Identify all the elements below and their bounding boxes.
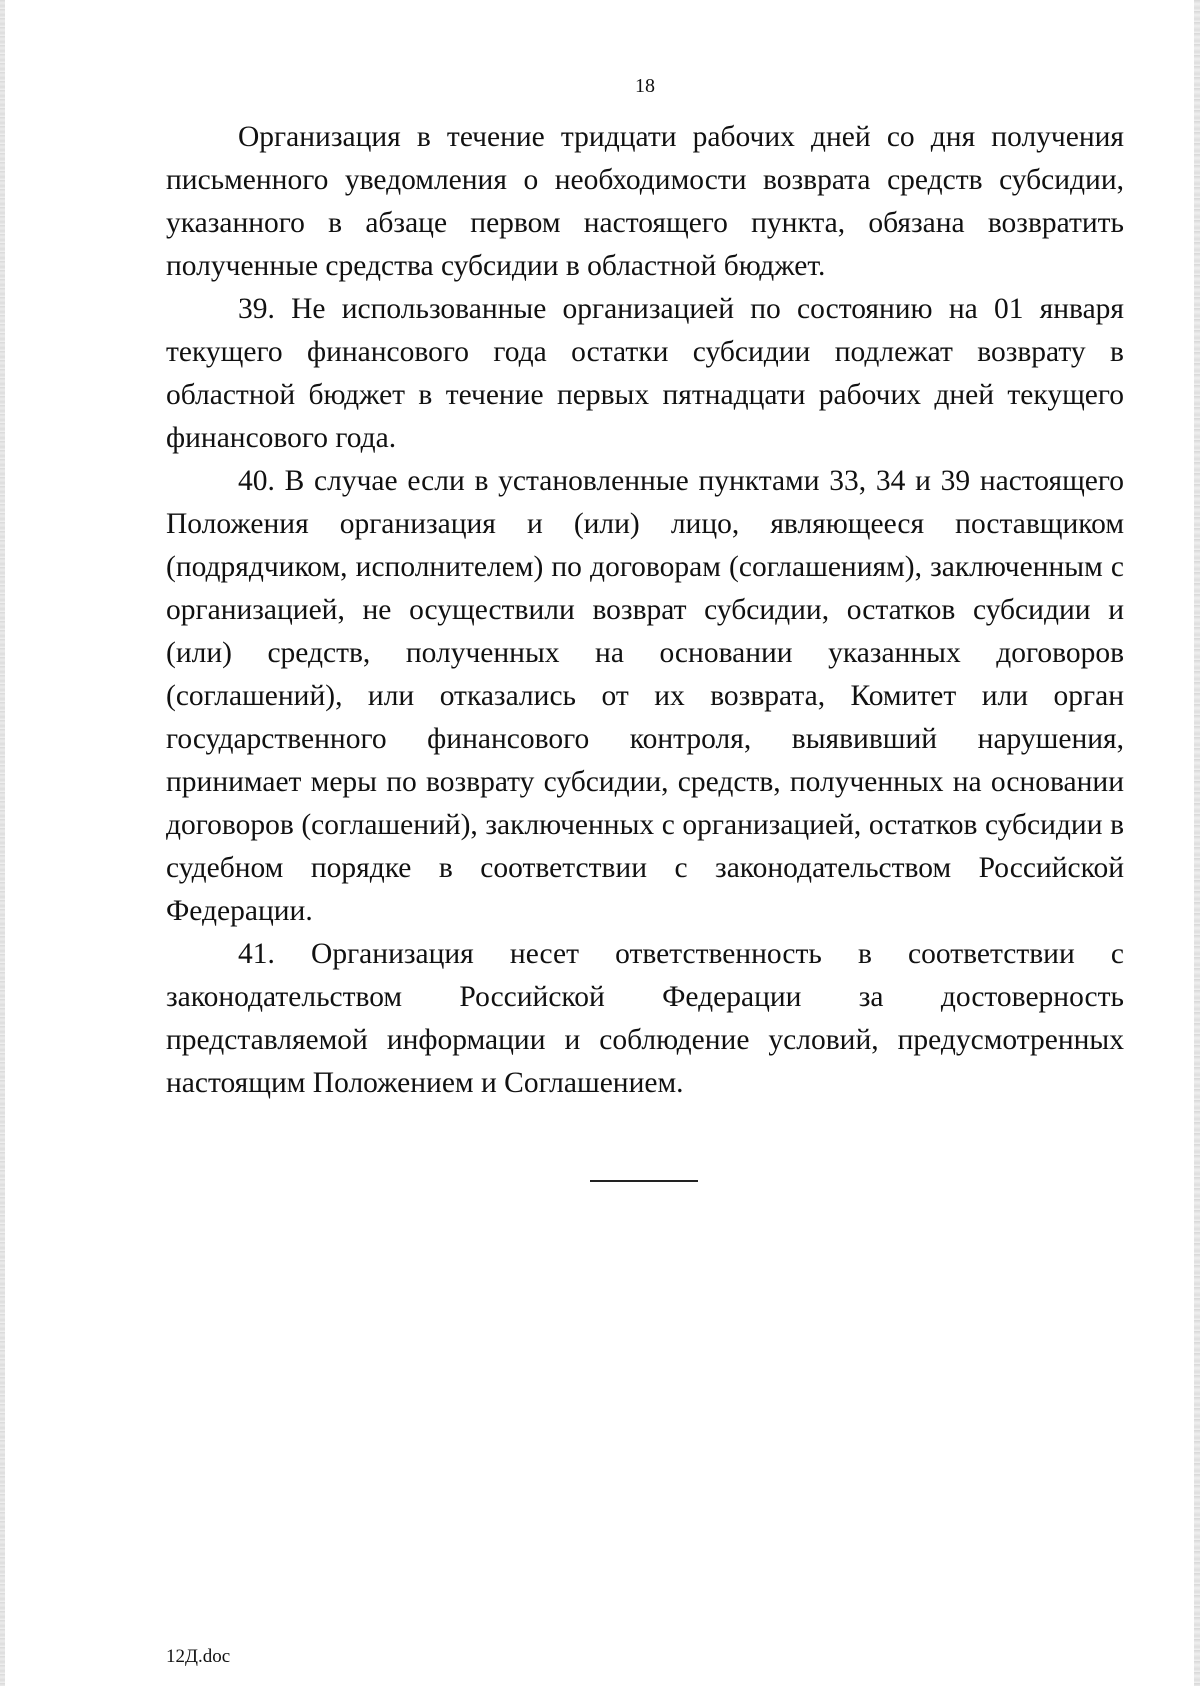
paragraph-39: 39. Не использованные организацией по состоянию на 01 января текущего финансового года остатки субсидии подлежат возврату в областной бюджет в течение первых пятнадцати рабочих дней текущего финансового года.	[166, 293, 1124, 454]
paragraph-return-deadline: Организация в течение тридцати рабочих дней со дня получения письменного уведомления о необходимости возврата средств субсидии, указанного в абзаце первом настоящего пункта, обязана возвратить полученные средства субсидии в областной бюджет.	[166, 121, 1124, 282]
end-divider	[590, 1180, 698, 1182]
paragraph-40: 40. В случае если в установленные пунктами 33, 34 и 39 настоящего Положения организация и (или) лицо, являющееся поставщиком (подрядчиком, исполнителем) по договорам (соглашениям), заключенным с организацией, не осуществили возврат субсидии, остатков субсидии и (или) средств, полученных на основании указанных договоров (соглашений), или отказались от их возврата, Комитет или орган государственного финансового контроля, выявивший нарушения, принимает меры по возврату субсидии, средств, полученных на основании договоров (соглашений), заключенных с организацией, остатков субсидии в судебном порядке в соответствии с законодательством Российской Федерации.	[166, 465, 1124, 927]
footer-filename: 12Д.doc	[166, 1646, 231, 1667]
document-body	[166, 116, 1124, 1105]
scan-edge-right	[1194, 0, 1200, 1686]
page-number: 18	[635, 75, 655, 97]
paragraph-41: 41. Организация несет ответственность в соответствии с законодательством Российской Федерации за достоверность представляемой информации и соблюдение условий, предусмотренных настоящим Положением и Соглашением.	[166, 938, 1124, 1099]
scan-edge-left	[0, 0, 5, 1686]
